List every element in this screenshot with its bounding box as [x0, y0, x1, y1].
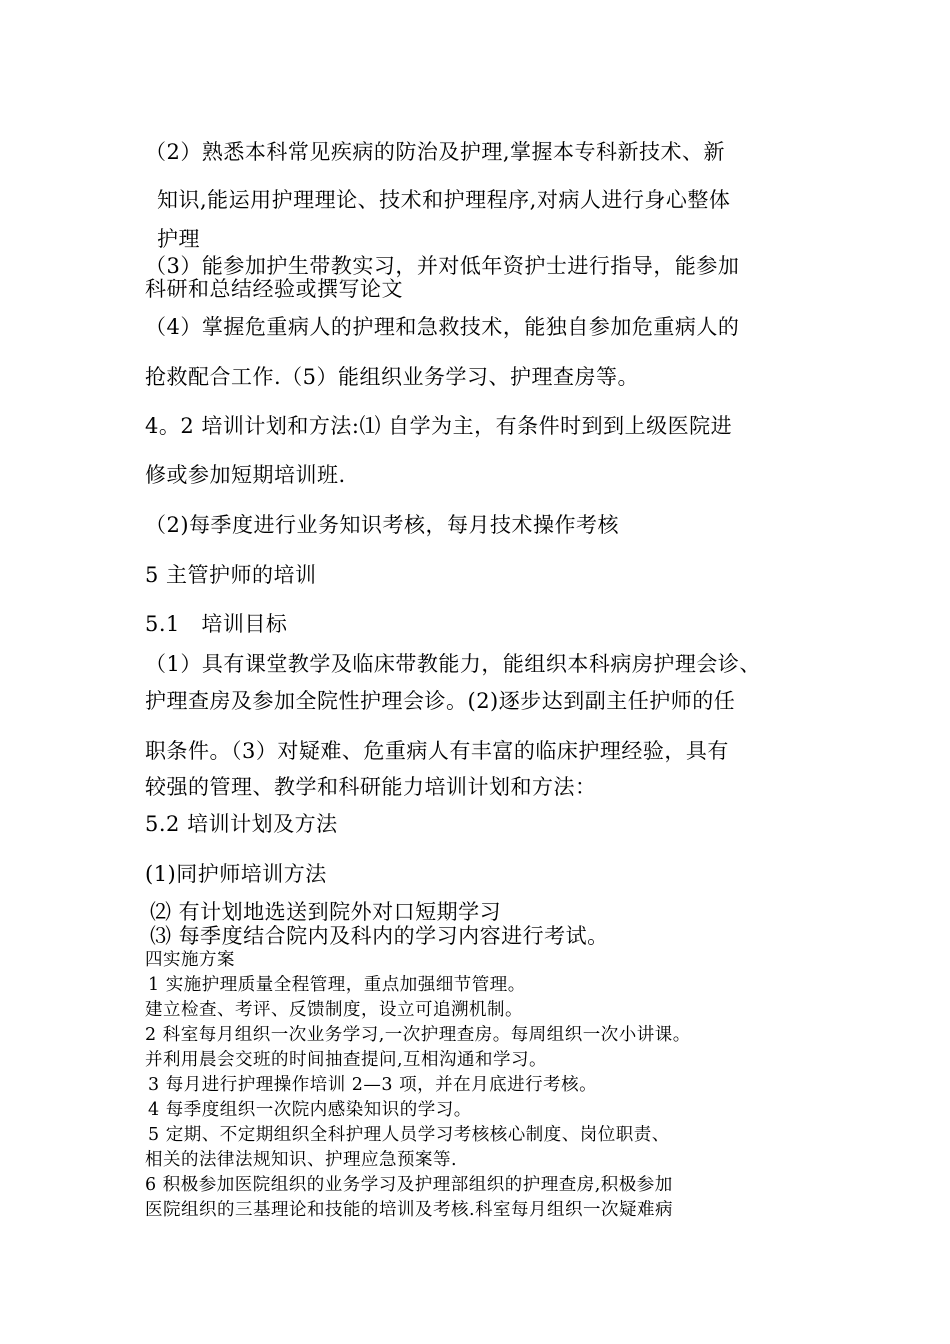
text-line: （1）具有课堂教学及临床带教能力，能组织本科病房护理会诊、: [145, 652, 761, 676]
text-line: 知识,能运用护理理论、技术和护理程序,对病人进行身心整体: [157, 188, 731, 212]
section-heading: 5 主管护师的培训: [145, 563, 317, 587]
text-line: 3 每月进行护理操作培训 2—3 项，并在月底进行考核。: [148, 1075, 598, 1095]
text-line: 护理查房及参加全院性护理会诊。(2)逐步达到副主任护师的任: [145, 689, 736, 713]
text-line: （2）熟悉本科常见疾病的防治及护理,掌握本专科新技术、新: [145, 140, 726, 164]
text-line: (1)同护师培训方法: [145, 862, 327, 886]
text-line: 4。2 培训计划和方法:⑴ 自学为主，有条件时到到上级医院进: [145, 414, 733, 438]
text-line: （3）能参加护生带教实习，并对低年资护士进行指导，能参加: [145, 254, 740, 278]
text-line: 护理: [157, 227, 200, 251]
text-line: 科研和总结经验或撰写论文: [145, 277, 403, 301]
text-line: 抢救配合工作.（5）能组织业务学习、护理查房等。: [145, 365, 640, 389]
text-line: 5 定期、不定期组织全科护理人员学习考核核心制度、岗位职责、: [148, 1125, 670, 1145]
text-line: （4）掌握危重病人的护理和急救技术，能独自参加危重病人的: [145, 315, 740, 339]
text-line: 医院组织的三基理论和技能的培训及考核.科室每月组织一次疑难病: [145, 1200, 674, 1220]
text-line: 职条件。（3）对疑难、危重病人有丰富的临床护理经验，具有: [145, 739, 729, 763]
section-heading: 5.1 培训目标: [145, 612, 288, 636]
text-line: 并利用晨会交班的时间抽查提问,互相沟通和学习。: [145, 1050, 548, 1070]
text-line: （2)每季度进行业务知识考核，每月技术操作考核: [145, 513, 620, 537]
text-line: 1 实施护理质量全程管理，重点加强细节管理。: [148, 975, 526, 995]
text-line: 较强的管理、教学和科研能力培训计划和方法：: [145, 775, 597, 799]
section-heading: 5.2 培训计划及方法: [145, 812, 338, 836]
text-line: ⑵ 有计划地选送到院外对口短期学习: [150, 900, 502, 924]
text-line: 6 积极参加医院组织的业务学习及护理部组织的护理查房,积极参加: [145, 1175, 673, 1195]
text-line: 4 每季度组织一次院内感染知识的学习。: [148, 1100, 472, 1120]
text-line: 建立检查、考评、反馈制度，设立可追溯机制。: [145, 1000, 523, 1020]
text-line: 相关的法律法规知识、护理应急预案等.: [145, 1150, 458, 1170]
text-line: ⑶ 每季度结合院内及科内的学习内容进行考试。: [150, 924, 609, 948]
text-line: 2 科室每月组织一次业务学习,一次护理查房。每周组织一次小讲课。: [145, 1025, 691, 1045]
text-line: 修或参加短期培训班.: [145, 463, 346, 487]
section-heading: 四实施方案: [145, 950, 235, 970]
